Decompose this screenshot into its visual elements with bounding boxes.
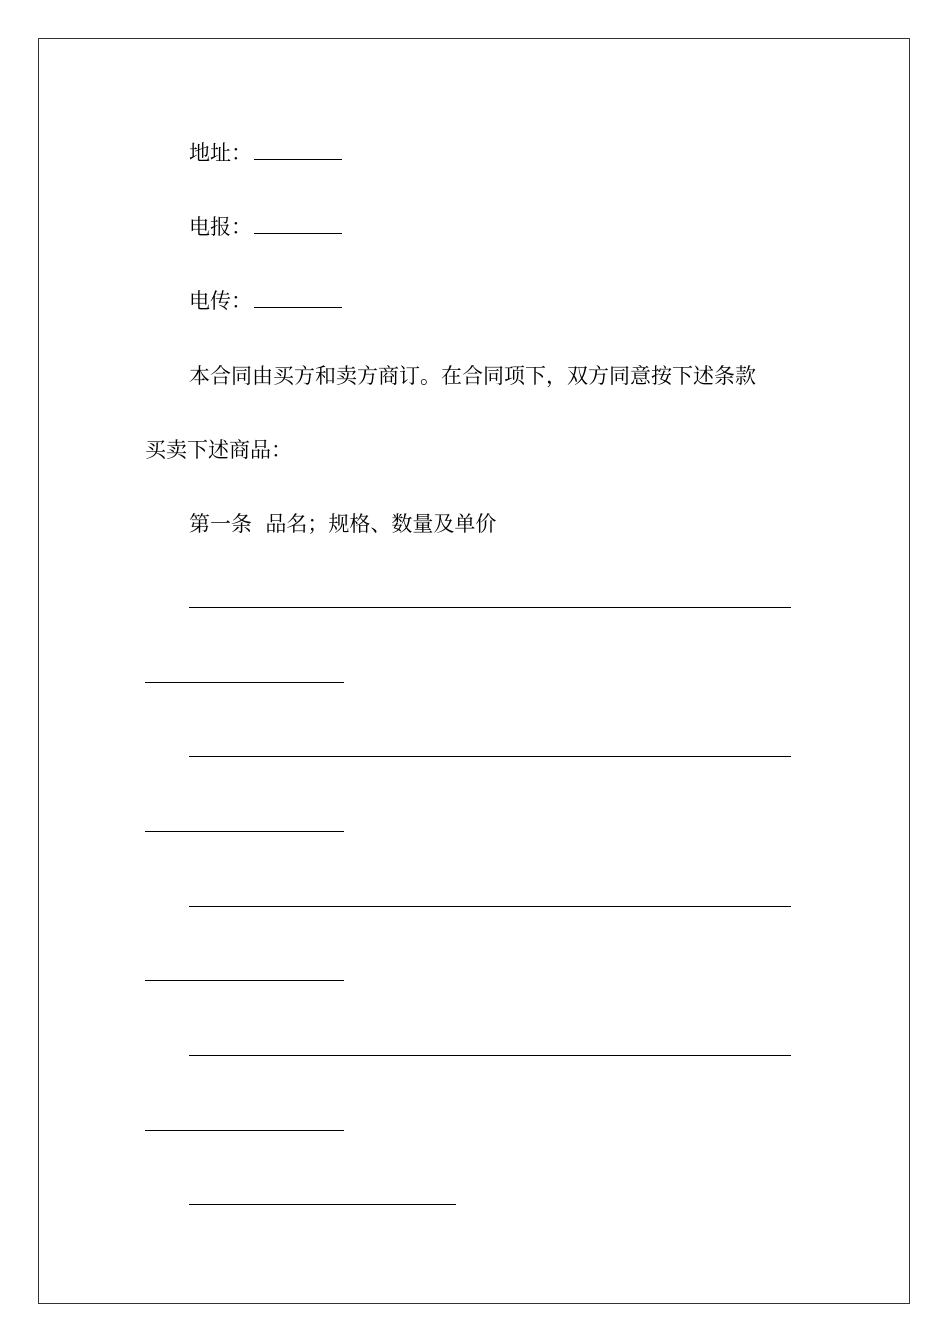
article-1-heading (189, 509, 496, 539)
fill-line-1a[interactable] (189, 607, 791, 608)
fill-line-4a[interactable] (189, 1055, 791, 1056)
address-blank[interactable] (254, 137, 342, 160)
address-label: 地址： (189, 141, 252, 165)
fill-line-3a[interactable] (189, 906, 791, 907)
intro-paragraph-line-2: 买卖下述商品： (145, 438, 292, 462)
fill-line-2b[interactable] (145, 831, 344, 832)
fill-line-1b[interactable] (145, 682, 344, 683)
article-1-number: 第一条 (189, 512, 252, 536)
intro-paragraph-line-1: 本合同由买方和卖方商订。在合同项下，双方同意按下述条款 (189, 364, 756, 388)
telegram-blank[interactable] (254, 211, 342, 234)
fill-line-3b[interactable] (145, 980, 344, 981)
telex-label: 电传： (189, 289, 252, 313)
article-1-title: 品名；规格、数量及单价 (265, 512, 497, 536)
fill-line-2a[interactable] (189, 756, 791, 757)
page-frame (38, 38, 910, 1304)
telegram-field (189, 211, 342, 242)
fill-line-5[interactable] (189, 1204, 456, 1205)
telex-field (189, 285, 342, 316)
address-field (189, 137, 342, 168)
telegram-label: 电报： (189, 215, 252, 239)
telex-blank[interactable] (254, 285, 342, 308)
fill-line-4b[interactable] (145, 1130, 344, 1131)
